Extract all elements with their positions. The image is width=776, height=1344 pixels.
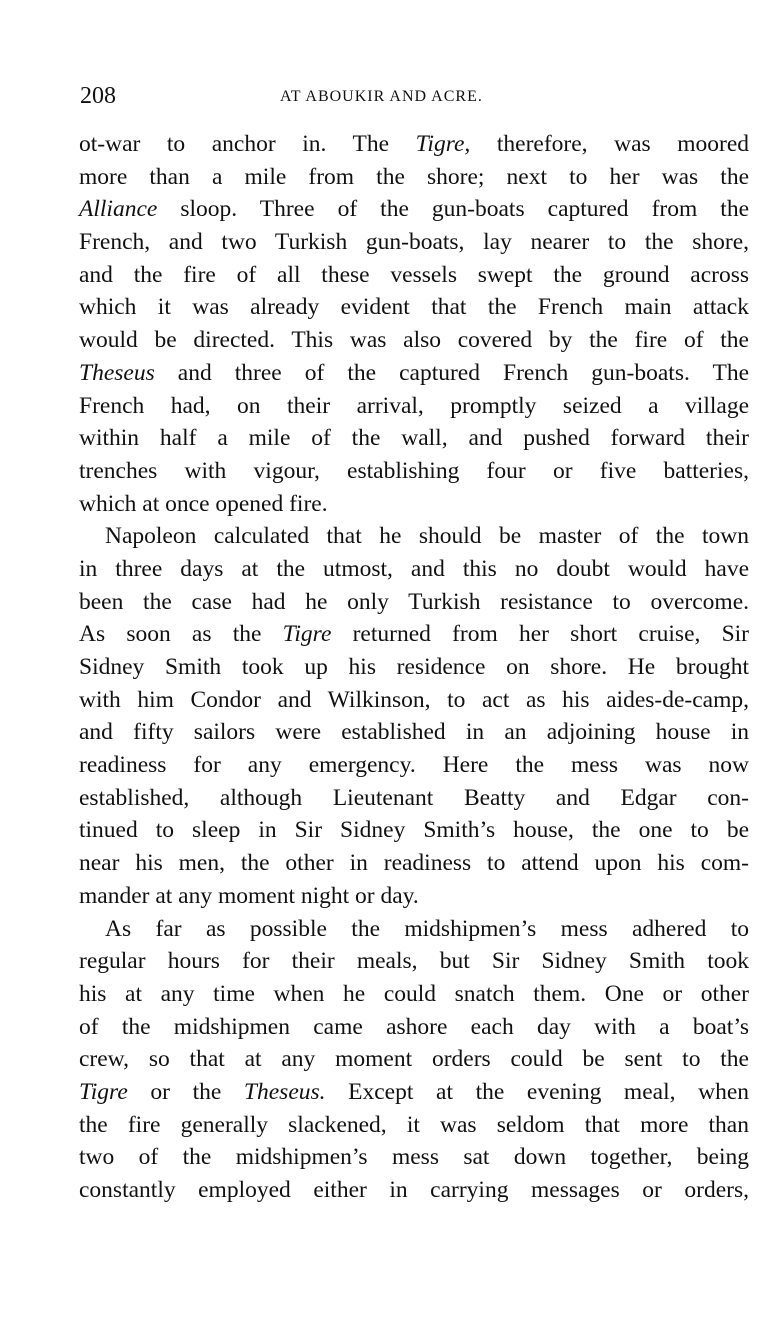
text-segment: of the midshipmen came ashore each day with a boat’s <box>79 1013 749 1040</box>
text-segment: and the fire of all these vessels swept the ground across <box>79 261 749 288</box>
text-segment: the fire generally slackened, it was seldom that more than <box>79 1111 749 1138</box>
text-line <box>79 978 749 1011</box>
text-segment: French, and two Turkish gun-boats, lay nearer to the shore, <box>79 229 749 256</box>
text-segment: regular hours for their meals, but Sir Sidney Smith took <box>79 948 749 975</box>
text-line <box>79 716 749 749</box>
text-segment: or the <box>127 1078 244 1105</box>
text-segment: ot-war to anchor in. The <box>79 131 416 157</box>
text-segment: crew, so that at any moment orders could be sent to the <box>79 1046 749 1073</box>
text-segment: constantly employed either in carrying messages or orders, <box>79 1177 749 1203</box>
paragraph <box>79 520 749 912</box>
text-segment: therefore, was moored <box>470 131 750 157</box>
text-line <box>79 422 749 455</box>
text-line <box>79 913 749 946</box>
italic-term: Tigre, <box>415 131 471 157</box>
text-line <box>79 814 749 847</box>
text-segment: been the case had he only Turkish resistance to overcome. <box>79 588 749 615</box>
running-title: AT ABOUKIR AND ACRE. <box>280 88 483 105</box>
text-line <box>79 618 749 651</box>
text-segment: Sidney Smith took up his residence on shore. He brought <box>79 654 749 680</box>
text-line <box>79 880 749 913</box>
italic-term: Tigre <box>79 1078 128 1105</box>
text-line <box>79 324 749 357</box>
text-line <box>79 128 749 161</box>
text-segment: within half a mile of the wall, and pushed forward their <box>79 425 749 452</box>
text-line <box>79 1043 749 1076</box>
text-line <box>79 945 749 978</box>
text-segment: Except at the evening meal, when <box>325 1078 749 1105</box>
text-line <box>79 520 749 553</box>
text-line <box>79 161 749 194</box>
text-line <box>79 357 749 390</box>
paragraph <box>79 128 749 520</box>
text-segment: two of the midshipmen’s mess sat down together, being <box>79 1144 749 1171</box>
text-segment: and fifty sailors were established in an adjoining house in <box>79 719 749 746</box>
italic-term: Theseus. <box>243 1078 326 1105</box>
text-segment: returned from her short cruise, Sir <box>331 621 750 648</box>
text-line <box>79 1076 749 1109</box>
body-text <box>79 128 749 1207</box>
text-segment: As soon as the <box>79 621 283 648</box>
text-segment: with him Condor and Wilkinson, to act as his aides-de-camp, <box>79 686 749 713</box>
text-segment: As far as possible the midshipmen’s mess adhered to <box>105 915 749 942</box>
text-line <box>79 749 749 782</box>
italic-term: Theseus <box>79 359 155 386</box>
text-segment: would be directed. This was also covered by the fire of the <box>79 327 749 354</box>
text-segment: tinued to sleep in Sir Sidney Smith’s house, the one to be <box>79 817 749 844</box>
text-line <box>79 553 749 586</box>
text-line <box>79 651 749 684</box>
text-line <box>79 684 749 717</box>
text-line <box>79 1141 749 1174</box>
text-line <box>79 259 749 292</box>
text-segment: mander at any moment night or day. <box>79 882 419 909</box>
text-segment: sloop. Three of the gun-boats captured from the <box>157 196 749 223</box>
italic-term: Alliance <box>79 196 158 223</box>
text-segment: his at any time when he could snatch them. One or other <box>79 980 749 1007</box>
text-segment: readiness for any emergency. Here the mess was now <box>79 752 749 779</box>
text-segment: more than a mile from the shore; next to her was the <box>79 163 749 190</box>
text-segment: near his men, the other in readiness to attend upon his com- <box>79 850 749 877</box>
text-line <box>79 847 749 880</box>
page-number: 208 <box>80 83 116 109</box>
text-segment: established, although Lieutenant Beatty and Edgar con- <box>79 784 749 811</box>
text-line <box>79 1174 749 1207</box>
text-line <box>79 586 749 619</box>
text-segment: French had, on their arrival, promptly seized a village <box>79 392 749 419</box>
text-line <box>79 390 749 423</box>
text-line <box>79 455 749 488</box>
text-line <box>79 1011 749 1044</box>
text-line <box>79 1109 749 1142</box>
text-segment: which at once opened fire. <box>79 490 328 517</box>
page-header <box>80 83 750 111</box>
text-segment: and three of the captured French gun-boats. The <box>154 359 749 386</box>
paragraph <box>79 913 749 1207</box>
text-line <box>79 226 749 259</box>
text-segment: in three days at the utmost, and this no doubt would have <box>79 555 749 582</box>
text-line <box>79 488 749 521</box>
text-segment: Napoleon calculated that he should be master of the town <box>105 523 749 550</box>
text-segment: which it was already evident that the French main attack <box>79 294 749 321</box>
text-segment: trenches with vigour, establishing four or five batteries, <box>79 457 749 484</box>
text-line <box>79 193 749 226</box>
text-line <box>79 782 749 815</box>
text-line <box>79 291 749 324</box>
italic-term: Tigre <box>282 621 332 648</box>
